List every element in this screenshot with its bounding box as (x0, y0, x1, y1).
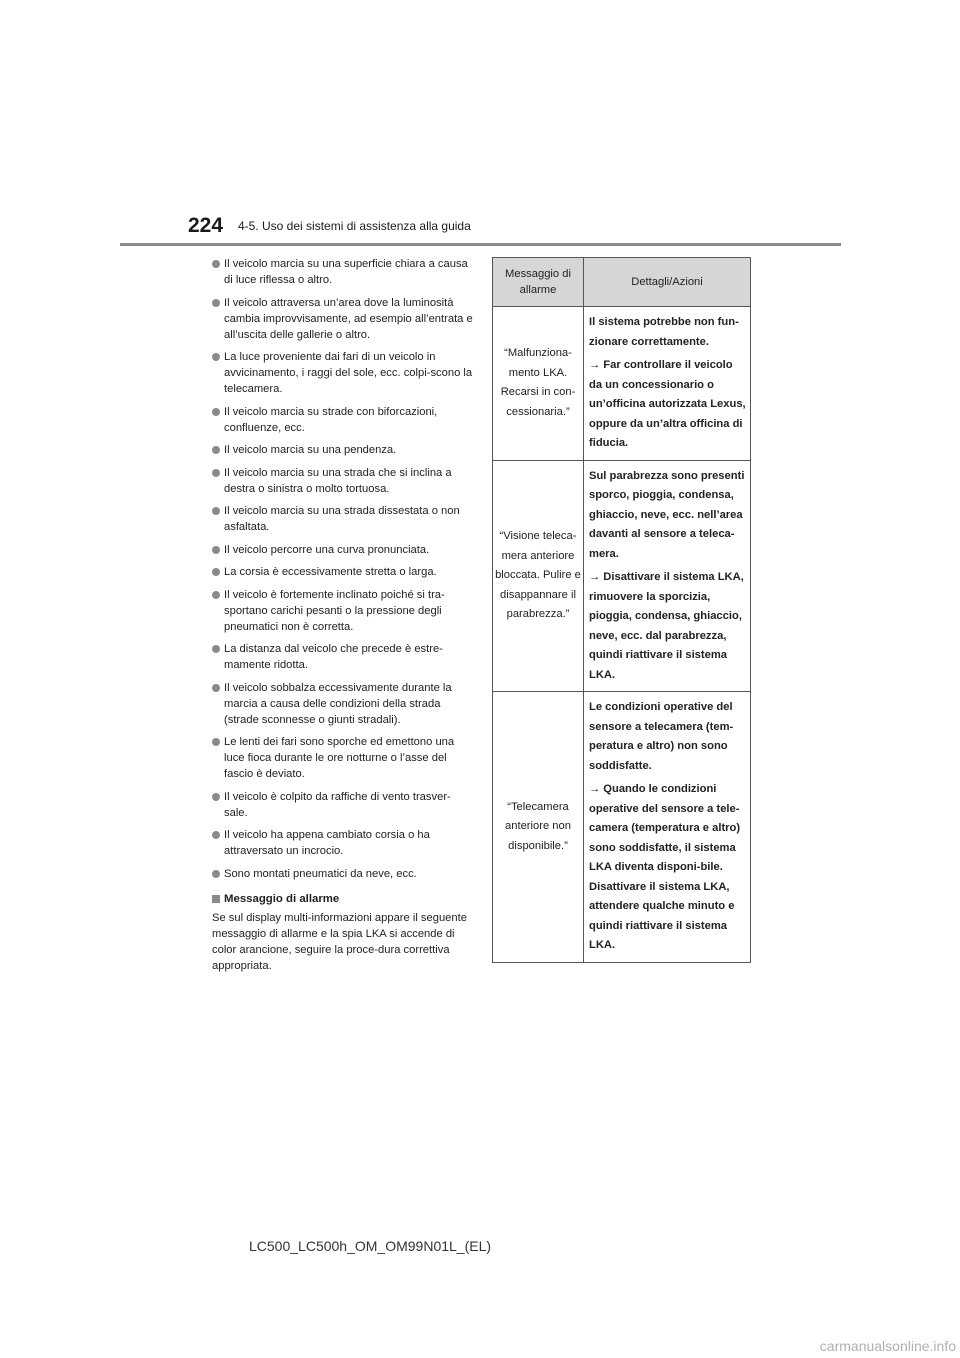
bullet-dot-icon (212, 299, 220, 307)
bullet-dot-icon (212, 546, 220, 554)
condition-text: La distanza dal veicolo che precede è estre-mamente ridotta. (224, 643, 443, 671)
conditions-column (212, 256, 474, 974)
condition-list-item (212, 827, 474, 859)
bullet-dot-icon (212, 260, 220, 268)
bullet-dot-icon (212, 831, 220, 839)
alarm-action-text: → Disattivare il sistema LKA, rimuovere la sporcizia, pioggia, condensa, ghiaccio, neve, ecc. dal parabrezza, quindi riattivare il sistema LKA. (589, 571, 744, 681)
alarm-detail-text: Le condizioni operative del sensore a telecamera (tem-peratura e altro) non sono soddisfatte. (589, 701, 734, 772)
alarm-details-cell (584, 307, 751, 461)
condition-list-item (212, 465, 474, 497)
condition-text: Sono montati pneumatici da neve, ecc. (224, 867, 417, 880)
column-header-details: Dettagli/Azioni (584, 258, 751, 307)
condition-text: Il veicolo sobbalza eccessivamente durante la marcia a causa delle condizioni della strada (strade sconnesse o giunti stradali). (224, 681, 452, 726)
condition-list-item (212, 295, 474, 343)
bullet-dot-icon (212, 568, 220, 576)
column-header-message: Messaggio di allarme (493, 258, 584, 307)
condition-text: Il veicolo marcia su strade con biforcazioni, confluenze, ecc. (224, 405, 438, 434)
bullet-dot-icon (212, 353, 220, 361)
alarm-action-text: → Far controllare il veicolo da un concessionario o un’officina autorizzata Lexus, oppure da un’altra officina di fiducia. (589, 359, 746, 449)
condition-list-item (212, 542, 474, 558)
alarm-heading-text: Messaggio di allarme (224, 892, 340, 905)
bullet-dot-icon (212, 738, 220, 746)
condition-list-item (212, 404, 474, 436)
page-header (0, 0, 960, 250)
bullet-dot-icon (212, 446, 220, 454)
bullet-dot-icon (212, 591, 220, 599)
page-number: 224 (188, 214, 224, 237)
alarm-intro-paragraph: Se sul display multi-informazioni appare il seguente messaggio di allarme e la spia LKA si accende di color arancione, seguire la proce-dura correttiva appropriata. (212, 911, 467, 972)
condition-text: Il veicolo è colpito da raffiche di vento trasver-sale. (224, 790, 451, 819)
alarm-detail-text: Il sistema potrebbe non fun-zionare correttamente. (589, 316, 739, 348)
condition-text: Il veicolo marcia su una strada dissestata o non asfaltata. (224, 505, 460, 533)
conditions-list (212, 256, 474, 882)
condition-list-item (212, 349, 474, 397)
condition-text: Il veicolo marcia su una superficie chiara a causa di luce riflessa o altro. (224, 258, 468, 286)
alarm-message-cell: “Telecamera anteriore non disponibile.” (493, 692, 584, 963)
condition-text: La corsia è eccessivamente stretta o larga. (224, 566, 437, 578)
alarm-message-table (492, 257, 751, 963)
condition-list-item (212, 680, 474, 728)
header-divider (120, 243, 841, 246)
table-body (493, 307, 751, 963)
document-code: LC500_LC500h_OM_OM99N01L_(EL) (249, 1238, 492, 1254)
condition-text: Il veicolo ha appena cambiato corsia o ha attraversato un incrocio. (224, 829, 430, 857)
condition-text: Il veicolo percorre una curva pronunciata. (224, 543, 430, 556)
condition-list-item (212, 866, 474, 882)
condition-list-item (212, 564, 474, 580)
condition-list-item (212, 641, 474, 673)
condition-text: Le lenti dei fari sono sporche ed emettono una luce fioca durante le ore notturne o l’asse del fascio è deviato. (224, 736, 455, 780)
bullet-dot-icon (212, 793, 220, 801)
bullet-dot-icon (212, 684, 220, 692)
condition-list-item (212, 503, 474, 535)
table-header-row (493, 258, 751, 307)
alarm-action-text: → Quando le condizioni operative del sensore a tele-camera (temperatura e altro) sono soddisfatte, il sistema LKA diventa disponi-bile. Disattivare il sistema LKA, attendere qualche minuto e quindi riattivare il sistema LKA. (589, 783, 741, 951)
condition-text: Il veicolo marcia su una strada che si inclina a destra o sinistra o molto tortuosa. (224, 466, 452, 495)
bullet-dot-icon (212, 507, 220, 515)
square-bullet-icon (212, 895, 220, 903)
bullet-dot-icon (212, 645, 220, 653)
condition-list-item (212, 587, 474, 635)
alarm-message-cell: “Visione teleca-mera anteriore bloccata. Pulire e disappannare il parabrezza.” (493, 460, 584, 692)
alarm-details-cell (584, 460, 751, 692)
bullet-dot-icon (212, 469, 220, 477)
condition-text: Il veicolo è fortemente inclinato poiché si tra-sportano carichi pesanti o la pressione degli pneumatici non è corretta. (224, 588, 445, 633)
table-row (493, 692, 751, 963)
bullet-dot-icon (212, 870, 220, 878)
condition-list-item (212, 734, 474, 782)
condition-list-item (212, 256, 474, 288)
alarm-section-heading (212, 891, 474, 907)
alarm-message-cell: “Malfunziona-mento LKA. Recarsi in con-cessionaria.” (493, 307, 584, 461)
condition-list-item (212, 442, 474, 458)
condition-text: Il veicolo marcia su una pendenza. (224, 444, 397, 456)
alarm-detail-text: Sul parabrezza sono presenti sporco, pioggia, condensa, ghiaccio, neve, ecc. nell’area davanti al sensore a teleca-mera. (589, 469, 745, 560)
condition-list-item (212, 789, 474, 821)
condition-text: La luce proveniente dai fari di un veicolo in avvicinamento, i raggi del sole, ecc. colpi-scono la telecamera. (224, 351, 473, 395)
table-row (493, 460, 751, 692)
alarm-details-cell (584, 692, 751, 963)
section-title: 4-5. Uso dei sistemi di assistenza alla guida (238, 219, 471, 233)
bullet-dot-icon (212, 408, 220, 416)
table-row (493, 307, 751, 461)
watermark: carmanualsonline.info (819, 1338, 956, 1354)
condition-text: Il veicolo attraversa un’area dove la luminosità cambia improvvisamente, ad esempio all’entrata e all’uscita delle gallerie o altro. (224, 296, 473, 341)
